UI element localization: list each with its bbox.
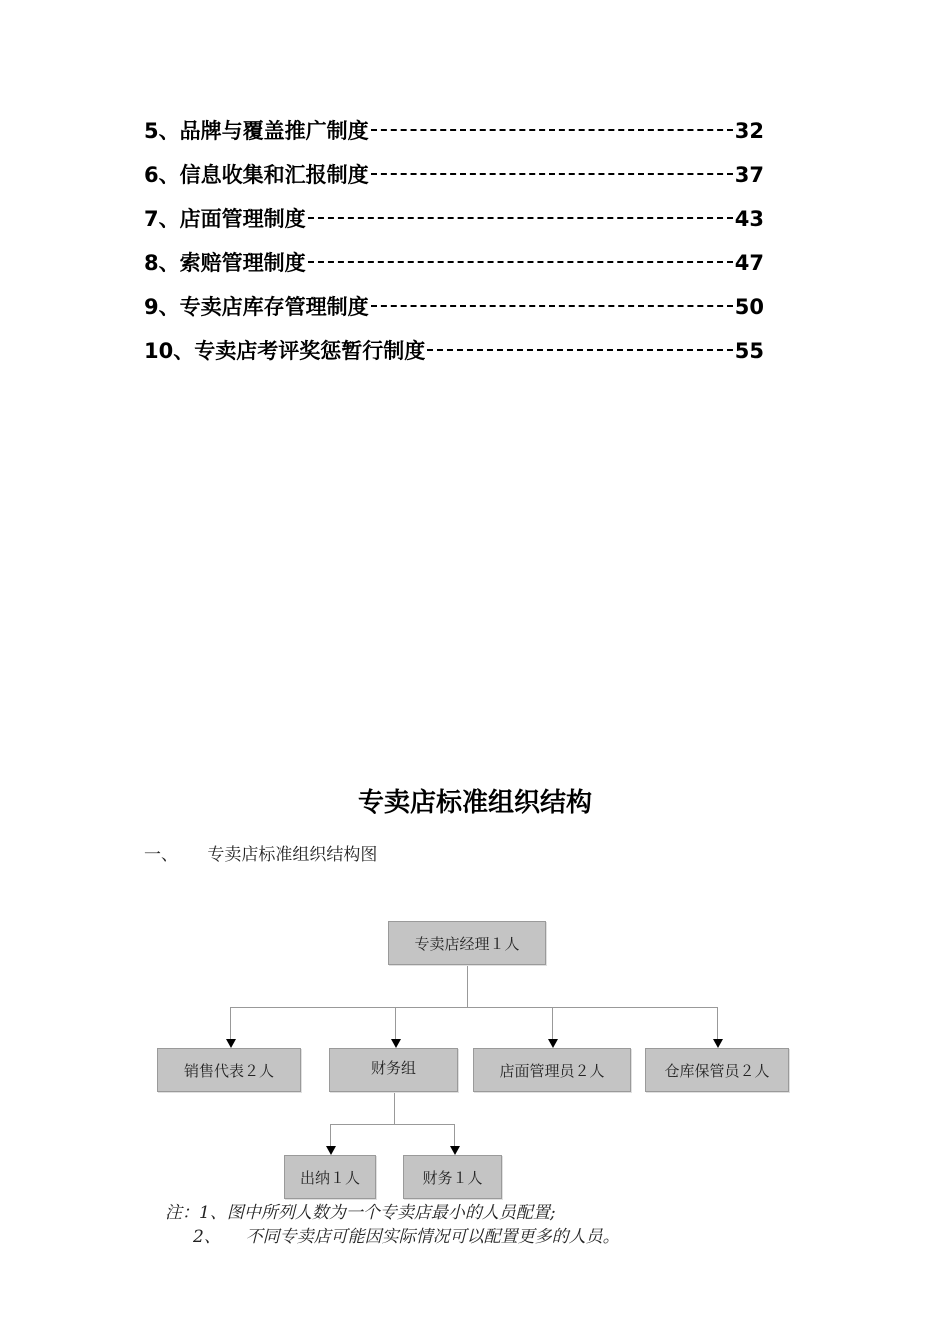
connector-line <box>230 1007 718 1008</box>
sub-heading-number: 一、 <box>144 845 178 865</box>
toc-item[interactable] <box>144 200 764 244</box>
connector-line <box>394 1092 395 1124</box>
toc-title: 10、专卖店考评奖惩暂行制度 <box>144 339 426 363</box>
connector-line <box>330 1124 455 1125</box>
toc-item[interactable] <box>144 244 764 288</box>
chart-notes <box>165 1201 620 1249</box>
connector-line <box>454 1124 455 1146</box>
connector-line <box>230 1007 231 1039</box>
toc-leader <box>308 215 733 219</box>
section-title: 专卖店标准组织结构 <box>357 788 592 818</box>
table-of-contents <box>144 112 764 376</box>
org-node-warehouse: 仓库保管员２人 <box>645 1048 789 1092</box>
org-node-manager: 专卖店经理１人 <box>388 921 546 965</box>
sub-heading <box>144 840 377 865</box>
toc-title: 7、店面管理制度 <box>144 207 306 231</box>
toc-leader <box>427 347 733 351</box>
sub-heading-text: 专卖店标准组织结构图 <box>207 845 378 865</box>
toc-item[interactable] <box>144 288 764 332</box>
toc-page: 37 <box>734 163 764 187</box>
toc-page: 43 <box>734 207 764 231</box>
toc-page: 32 <box>734 119 764 143</box>
connector-line <box>552 1007 553 1039</box>
toc-title: 6、信息收集和汇报制度 <box>144 163 369 187</box>
toc-page: 50 <box>734 295 764 319</box>
toc-page: 55 <box>734 339 764 363</box>
toc-item[interactable] <box>144 156 764 200</box>
org-node-sales: 销售代表２人 <box>157 1048 301 1092</box>
org-node-cashier: 出纳１人 <box>284 1155 376 1199</box>
org-node-finance-group: 财务组 <box>329 1048 458 1092</box>
toc-item[interactable] <box>144 332 764 376</box>
connector-line <box>395 1007 396 1039</box>
toc-leader <box>371 171 733 175</box>
arrow-icon <box>548 1039 558 1048</box>
toc-leader <box>308 259 733 263</box>
toc-leader <box>371 127 733 131</box>
connector-line <box>330 1124 331 1146</box>
arrow-icon <box>450 1146 460 1155</box>
toc-title: 9、专卖店库存管理制度 <box>144 295 369 319</box>
arrow-icon <box>326 1146 336 1155</box>
org-node-store-admin: 店面管理员２人 <box>473 1048 631 1092</box>
toc-page: 47 <box>734 251 764 275</box>
note-line-2-number: 2、 <box>193 1227 221 1247</box>
note-line-2 <box>165 1225 620 1249</box>
toc-item[interactable] <box>144 112 764 156</box>
note-line-2-text: 不同专卖店可能因实际情况可以配置更多的人员。 <box>245 1227 620 1247</box>
arrow-icon <box>226 1039 236 1048</box>
arrow-icon <box>713 1039 723 1048</box>
toc-leader <box>371 303 733 307</box>
org-node-accountant: 财务１人 <box>403 1155 502 1199</box>
arrow-icon <box>391 1039 401 1048</box>
note-line-1: 注：1、图中所列人数为一个专卖店最小的人员配置; <box>165 1203 556 1223</box>
toc-title: 5、品牌与覆盖推广制度 <box>144 119 369 143</box>
connector-line <box>717 1007 718 1039</box>
connector-line <box>467 965 468 1007</box>
toc-title: 8、索赔管理制度 <box>144 251 306 275</box>
